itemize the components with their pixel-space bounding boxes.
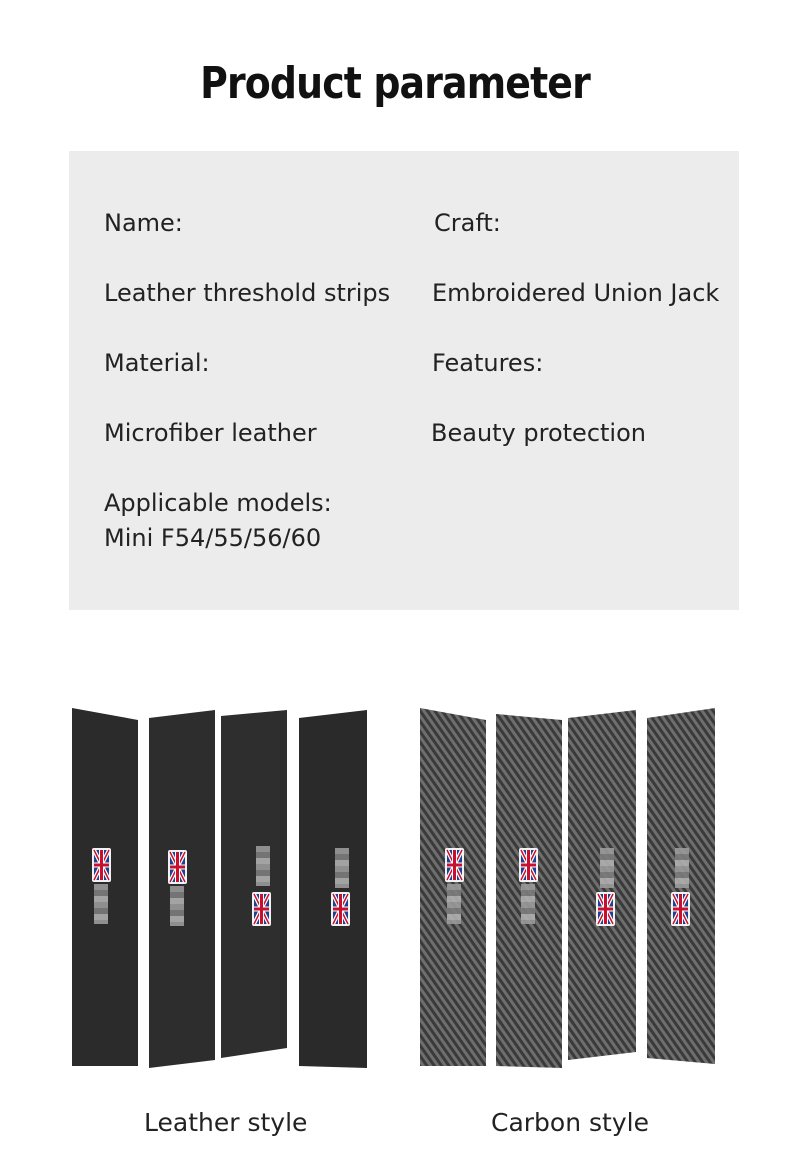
material-label: Material: [104,349,210,377]
blurred-logo [521,884,535,924]
union-jack-flag-icon [671,892,690,926]
union-jack-flag-icon [331,892,350,926]
union-jack-flag-icon [445,848,464,882]
leather-strip-3 [221,710,287,1060]
blurred-logo [170,886,184,926]
blurred-logo [600,848,614,888]
union-jack-flag-icon [92,848,111,882]
features-label: Features: [432,349,544,377]
models-value: Mini F54/55/56/60 [104,524,322,552]
parameter-panel [69,151,739,610]
features-value: Beauty protection [431,419,646,447]
name-label: Name: [104,209,183,237]
union-jack-flag-icon [519,848,538,882]
blurred-logo [94,884,108,924]
union-jack-flag-icon [252,892,271,926]
union-jack-flag-icon [168,850,187,884]
material-value: Microfiber leather [104,419,317,447]
carbon-style-caption: Carbon style [491,1108,649,1137]
carbon-strip-4 [647,708,715,1068]
blurred-logo [675,848,689,888]
leather-style-caption: Leather style [144,1108,308,1137]
blurred-logo [447,884,461,924]
blurred-logo [256,846,270,886]
page-title: Product parameter [200,58,590,109]
union-jack-flag-icon [596,892,615,926]
leather-strip-4 [299,710,367,1070]
craft-value: Embroidered Union Jack [432,279,720,307]
name-value: Leather threshold strips [104,279,391,307]
models-label: Applicable models: [104,489,332,517]
craft-label: Craft: [434,209,501,237]
blurred-logo [335,848,349,888]
